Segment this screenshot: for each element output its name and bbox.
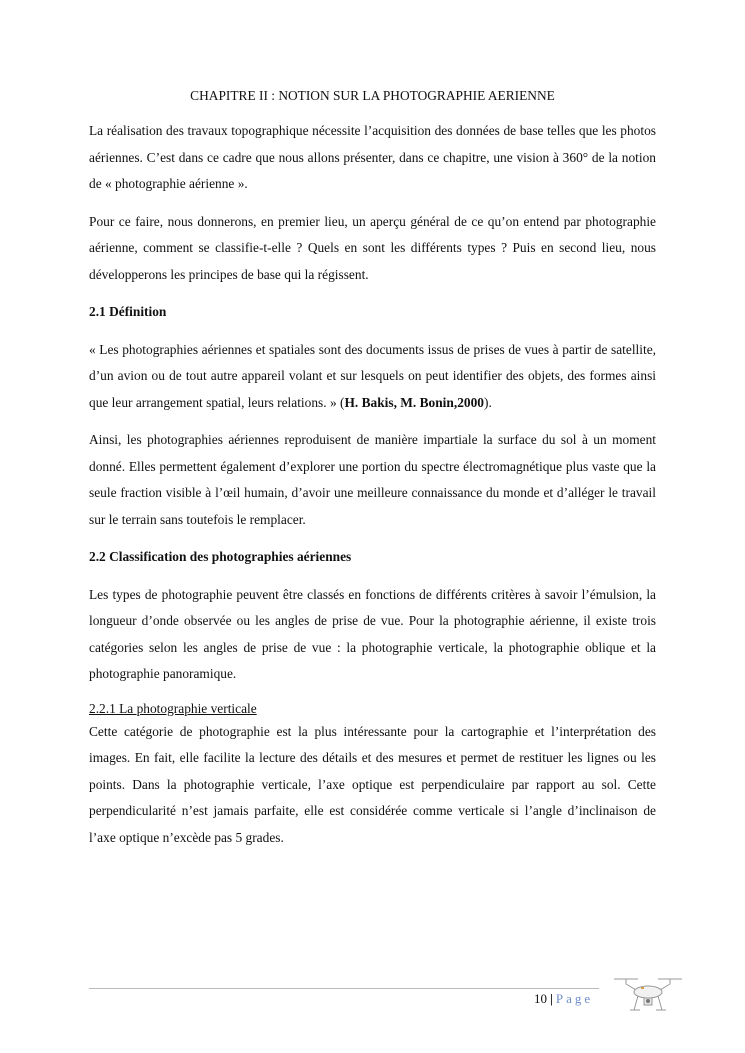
- drone-icon: [612, 970, 684, 1020]
- section-2-2-1-heading: 2.2.1 La photographie verticale: [89, 700, 257, 716]
- page-number: 10: [534, 991, 547, 1006]
- section-2-2-1-paragraph: Cette catégorie de photographie est la plus intéressante pour la cartographie et l’interprétation des images. En fait, elle facilite la lecture des détails et des mesures et permet de restituer les lignes ou les points. Dans la photographie verticale, l’axe optique est perpendiculaire par rapport au sol. Cette perpendicularité n’est jamais parfaite, elle est considérée comme verticale si l’angle d’inclinaison de l’axe optique n’excède pas 5 grades.: [89, 723, 656, 845]
- citation: H. Bakis, M. Bonin,2000: [344, 394, 484, 410]
- page-label: Page: [555, 991, 594, 1006]
- section-2-2-heading: 2.2 Classification des photographies aériennes: [89, 549, 352, 564]
- intro-paragraph-2: Pour ce faire, nous donnerons, en premier lieu, un aperçu général de ce qu’on entend par photographie aérienne, comment se classifie-t-elle ? Quels en sont les différents types ? Puis en second lieu, nous développerons les principes de base qui la régissent.: [89, 213, 656, 282]
- page-footer: [534, 991, 593, 1007]
- page-separator: |: [550, 991, 553, 1006]
- section-2-1-paragraph-2: Ainsi, les photographies aériennes reproduisent de manière impartiale la surface du sol à un moment donné. Elles permettent également d’explorer une portion du spectre électromagnétique plus vaste que la seule fraction visible à l’œil humain, d’avoir une meilleure connaissance du monde et d’alléger le travail sur le terrain sans toutefois le remplacer.: [89, 432, 656, 527]
- intro-paragraph-1: La réalisation des travaux topographique nécessite l’acquisition des données de base telles que les photos aériennes. C’est dans ce cadre que nous allons présenter, dans ce chapitre, une vision à 360° de la notion de « photographie aérienne ».: [89, 123, 656, 191]
- quote-text: « Les photographies aériennes et spatiales sont des documents issus de prises de vues à partir de satellite, d’un avion ou de tout autre appareil volant et sur lesquels on peut identifier des objets, des formes ainsi que leur arrangement spatial, leurs relations. » (: [89, 341, 656, 410]
- chapter-title: CHAPITRE II : NOTION SUR LA PHOTOGRAPHIE AERIENNE: [190, 88, 555, 103]
- document-page: [89, 88, 656, 862]
- section-2-2-1: [89, 699, 656, 852]
- quote-end: ).: [483, 394, 492, 410]
- section-2-1-heading: 2.1 Définition: [89, 304, 167, 319]
- definition-quote: [89, 337, 656, 417]
- section-2-2-paragraph: Les types de photographie peuvent être classés en fonctions de différents critères à savoir l’émulsion, la longueur d’onde observée ou les angles de prise de vue. Pour la photographie aérienne, il existe trois catégories selon les angles de prise de vue : la photographie verticale, la photographie oblique et la photographie panoramique.: [89, 586, 656, 681]
- footer-divider: [89, 988, 599, 989]
